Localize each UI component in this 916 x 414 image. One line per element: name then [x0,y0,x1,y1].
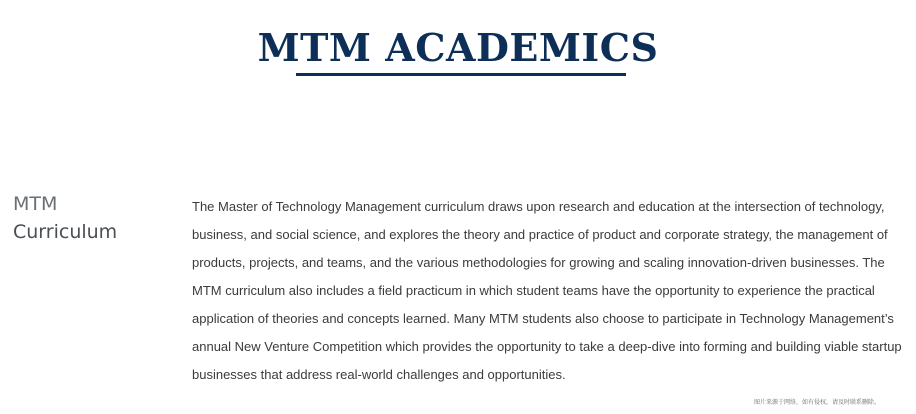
section-heading [13,190,173,246]
section-heading-line1: MTM [13,193,58,215]
curriculum-description: The Master of Technology Management curriculum draws upon research and education at the intersection of technology, business, and social science, and explores the theory and practice of product and corporate strategy, the management of products, projects, and teams, and the various methodologies for growing and scaling innovation-driven businesses. The MTM curriculum also includes a field practicum in which student teams have the opportunity to experience the practical application of theories and concepts learned. Many MTM students also choose to participate in Technology Management’s annual New Venture Competition which provides the opportunity to take a deep-dive into forming and building viable startup businesses that address real-world challenges and opportunities. [192,199,902,382]
image-source-note: 图片来源于网络，如有侵权，请及时联系删除。 [753,399,880,406]
page-title: MTM ACADEMICS [257,25,659,70]
title-underline [296,73,626,76]
section-heading-line2: Curriculum [13,221,118,243]
